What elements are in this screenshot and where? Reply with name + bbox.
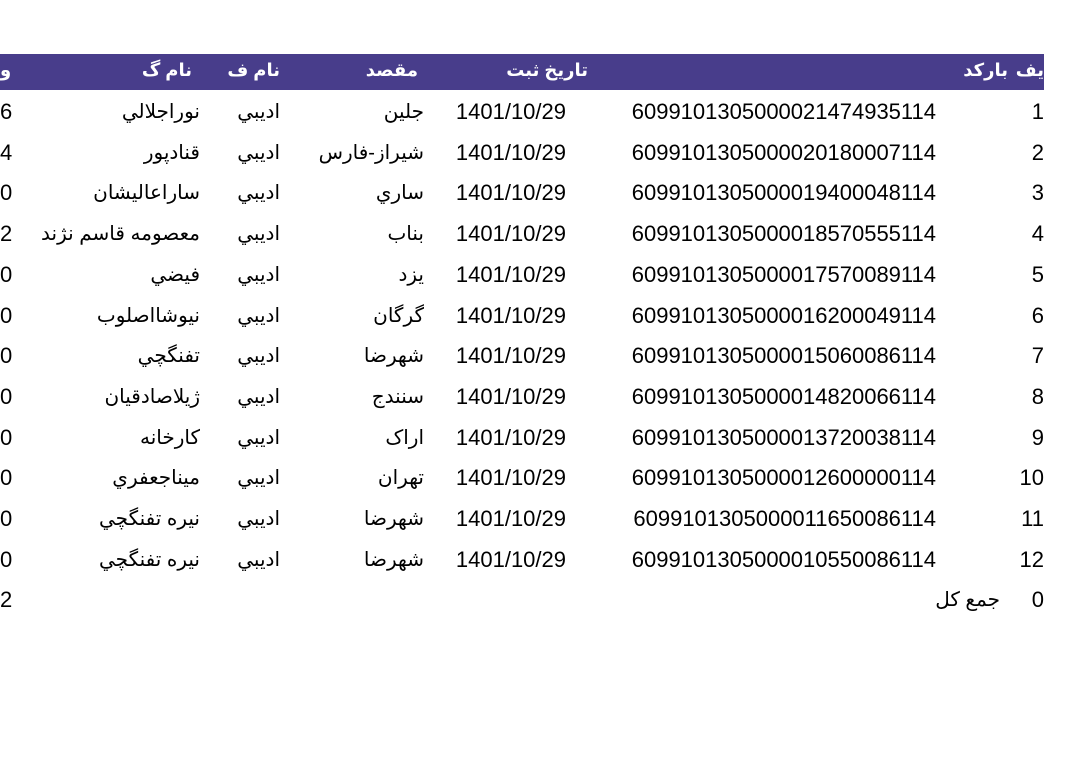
cell-first-name: اديبي	[237, 101, 280, 123]
cell-row-number: 7	[1031, 343, 1044, 369]
cell-barcode: 6099101305000018570555114	[631, 221, 936, 247]
cell-row-number: 8	[1031, 383, 1044, 409]
cell-last-name: تفنگچي	[137, 345, 200, 368]
cell-row-number: 9	[1031, 424, 1044, 450]
cell-last-name: فيضي	[150, 263, 200, 286]
header-col-destination: مقصد	[365, 60, 418, 80]
header-col-row: یف	[1015, 60, 1044, 80]
cell-date: 1401/10/29	[455, 180, 566, 206]
cell-first: 0	[0, 180, 13, 206]
cell-barcode: 6099101305000017570089114	[631, 261, 936, 287]
cell-destination: ساري	[375, 182, 424, 205]
cell-first: 2	[0, 221, 13, 247]
cell-barcode: 6099101305000019400048114	[631, 180, 936, 206]
cell-barcode: 6099101305000010550086114	[631, 546, 936, 572]
cell-destination: بناب	[387, 223, 424, 246]
cell-barcode: 6099101305000012600000114	[631, 465, 936, 491]
total-row	[0, 580, 1044, 620]
cell-last-name: نيوشااصلوب	[96, 304, 200, 327]
cell-date: 1401/10/29	[455, 343, 566, 369]
cell-date: 1401/10/29	[455, 506, 566, 531]
cell-date: 1401/10/29	[455, 546, 566, 572]
cell-date: 1401/10/29	[455, 383, 566, 409]
cell-first-name: اديبي	[237, 304, 280, 327]
table-row	[0, 499, 1044, 539]
cell-row-number: 6	[1031, 302, 1044, 328]
cell-barcode: 6099101305000011650086114	[633, 506, 936, 531]
table-row	[0, 540, 1044, 580]
table-row	[0, 214, 1044, 254]
cell-first: 0	[0, 465, 13, 491]
cell-row-number: 12	[1019, 546, 1044, 572]
cell-date: 1401/10/29	[455, 302, 566, 328]
cell-date: 1401/10/29	[455, 99, 566, 124]
cell-row-number: 10	[1019, 465, 1044, 491]
cell-first-name: اديبي	[237, 426, 280, 449]
cell-first-name: اديبي	[237, 385, 280, 408]
cell-last-name: قنادپور	[143, 141, 200, 164]
cell-destination: شهرضا	[363, 345, 424, 368]
cell-destination: گرگان	[373, 304, 424, 327]
cell-row-number: 5	[1031, 261, 1044, 287]
cell-last-name: کارخانه	[139, 426, 200, 449]
cell-first: 0	[0, 343, 13, 369]
cell-destination: اراک	[385, 426, 424, 449]
table-row	[0, 458, 1044, 498]
cell-first-name: اديبي	[237, 467, 280, 490]
cell-first-name: اديبي	[237, 263, 280, 286]
total-label: جمع کل	[935, 589, 1000, 611]
cell-row-number: 3	[1031, 180, 1044, 206]
cell-date: 1401/10/29	[455, 139, 566, 165]
cell-barcode: 6099101305000021474935114	[631, 99, 936, 124]
cell-first: 4	[0, 139, 13, 165]
table-row	[0, 377, 1044, 417]
header-col-first-name: نام ف	[227, 60, 280, 80]
cell-last-name: ژيلاصادقيان	[104, 385, 200, 408]
total-value: 0	[1031, 587, 1044, 612]
cell-last-name: ساراعاليشان	[93, 182, 200, 205]
cell-last-name: ميناجعفري	[112, 467, 200, 490]
cell-barcode: 6099101305000013720038114	[631, 424, 936, 450]
cell-barcode: 6099101305000020180007114	[631, 139, 936, 165]
cell-first-name: اديبي	[237, 345, 280, 368]
cell-destination: يزد	[398, 263, 424, 286]
cell-destination: تهران	[377, 467, 424, 490]
cell-date: 1401/10/29	[455, 221, 566, 247]
cell-first-name: اديبي	[237, 141, 280, 164]
cell-barcode: 6099101305000016200049114	[631, 302, 936, 328]
cell-destination: شهرضا	[363, 548, 424, 571]
table-row	[0, 418, 1044, 458]
cell-first: 0	[0, 424, 13, 450]
header-col-date: تاریخ ثبت	[506, 60, 588, 80]
cell-row-number: 11	[1021, 506, 1044, 531]
total-first-cell: 2	[0, 587, 13, 612]
cell-date: 1401/10/29	[455, 465, 566, 491]
cell-last-name: معصومه قاسم نژند	[41, 223, 200, 246]
table-row	[0, 92, 1044, 132]
cell-destination: شهرضا	[363, 508, 424, 530]
cell-last-name: نيره تفنگچي	[98, 508, 200, 530]
cell-first-name: اديبي	[237, 548, 280, 571]
cell-last-name: نيره تفنگچي	[98, 548, 200, 571]
cell-first: 0	[0, 506, 13, 531]
header-col-first: و	[0, 60, 12, 80]
header-col-last-name: نام گ	[141, 60, 192, 80]
cell-first: 0	[0, 383, 13, 409]
header-col-barcode: بارکد	[963, 60, 1008, 80]
cell-first-name: اديبي	[237, 508, 280, 530]
cell-date: 1401/10/29	[455, 424, 566, 450]
cell-first: 0	[0, 302, 13, 328]
table-row	[0, 133, 1044, 173]
cell-destination: سنندج	[371, 385, 424, 408]
cell-last-name: نوراجلالي	[121, 101, 200, 123]
cell-first: 6	[0, 99, 13, 124]
cell-barcode: 6099101305000015060086114	[631, 343, 936, 369]
table-row	[0, 255, 1044, 295]
cell-row-number: 2	[1031, 139, 1044, 165]
cell-destination: شيراز-فارس	[318, 141, 424, 164]
table-row	[0, 296, 1044, 336]
cell-row-number: 1	[1031, 99, 1044, 124]
cell-first: 0	[0, 261, 13, 287]
table-row	[0, 336, 1044, 376]
cell-first-name: اديبي	[237, 182, 280, 205]
cell-destination: جلين	[383, 101, 424, 123]
cell-row-number: 4	[1031, 221, 1044, 247]
cell-first-name: اديبي	[237, 223, 280, 246]
cell-barcode: 6099101305000014820066114	[631, 383, 936, 409]
table-row	[0, 173, 1044, 213]
cell-first: 0	[0, 546, 13, 572]
cell-date: 1401/10/29	[455, 261, 566, 287]
